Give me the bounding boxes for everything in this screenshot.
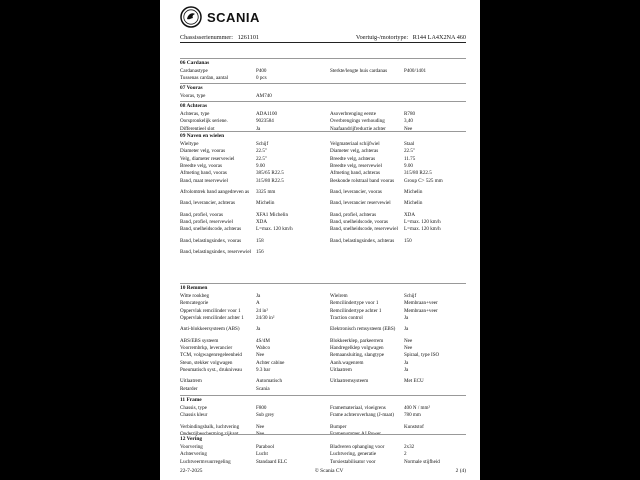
spec-value: Nee xyxy=(256,423,265,430)
spec-value: XDA xyxy=(404,211,416,218)
spec-label: Uitlaatremsysteem xyxy=(330,378,369,385)
section-title: 06 Cardanas xyxy=(180,60,210,66)
chassis-number xyxy=(180,34,259,41)
section-divider xyxy=(180,83,466,84)
spec-label: Bumper xyxy=(330,423,347,430)
spec-label: Oorspronkelijk seriene. xyxy=(180,118,228,125)
spec-value: 3,40 xyxy=(404,118,413,125)
spec-label: Oppervlak remcilinder achter 1 xyxy=(180,314,244,321)
spec-value: 9.3 bar xyxy=(256,366,271,373)
spec-label: Luchtvering, generatie xyxy=(330,451,377,458)
spec-label: Band, profiel, achteras xyxy=(330,211,377,218)
spec-label: ABS/EBS systeem xyxy=(180,337,219,344)
document-header xyxy=(180,34,466,41)
spec-value: Lucht xyxy=(256,451,268,458)
spec-label: Witte rookbeg xyxy=(180,293,210,299)
spec-value: Ja xyxy=(256,293,261,299)
spec-value: L=max. 120 km/h xyxy=(256,226,293,233)
spec-label: Diameter velg, achteras xyxy=(330,148,379,155)
spec-value: Standaard ELC xyxy=(256,458,288,465)
footer-date: 22-7-2025 xyxy=(180,468,203,474)
footer-page: 2 (4) xyxy=(455,468,466,474)
spec-value: 400 N / mm² xyxy=(404,405,431,411)
spec-label: Oppervlak remcilinder voor 1 xyxy=(180,307,241,314)
spec-label: Band, leverancier reservewiel xyxy=(330,200,391,207)
spec-value: Normale stijfheid xyxy=(404,458,440,465)
spec-value: Michelin xyxy=(256,200,275,207)
spec-label: Vooras, type xyxy=(180,93,206,99)
spec-value: ADA1100 xyxy=(256,111,278,117)
spec-value: 385/65 R22.5 xyxy=(256,170,284,177)
chassis-label: Chassisserienummer: xyxy=(180,34,233,41)
spec-label: Uitlaatrem xyxy=(180,378,202,385)
spec-value: Schijf xyxy=(256,141,269,147)
spec-label: Remcategorie xyxy=(180,300,209,307)
spec-label: Steun, stekker volgwagen xyxy=(180,359,233,366)
spec-label: Band, leverancier, achteras xyxy=(180,200,235,207)
spec-value: 24 in² xyxy=(256,307,268,314)
spec-label: Breedte velg, vooras xyxy=(180,162,223,169)
spec-label: Bladveren ophanging voor xyxy=(330,444,385,450)
spec-value: L=max. 120 km/h xyxy=(404,226,441,233)
spec-label: TCM, volgwagenregeleenheid xyxy=(180,352,242,359)
section-title: 08 Achteras xyxy=(180,103,208,109)
spec-label: Band, belastingsindex, reservewiel xyxy=(180,249,252,256)
spec-value: Nee xyxy=(256,352,265,359)
section-divider xyxy=(180,58,466,59)
spec-value: Wabco xyxy=(256,345,271,351)
spec-value: Ja xyxy=(256,326,261,333)
spec-label: Sterkte/lengte huis cardanas xyxy=(330,68,388,74)
brand-name: SCANIA xyxy=(207,9,260,25)
spec-label: Remaansluiting, slangtype xyxy=(330,352,385,359)
spec-label: Voorrembrkp, leverancier xyxy=(180,345,233,351)
spec-label: Asoverbrenging eerste xyxy=(330,111,376,117)
spec-label: Retarder xyxy=(180,385,198,392)
spec-label: Torsiestabilisator voor xyxy=(330,458,376,465)
spec-label: Wieltype xyxy=(180,141,199,147)
spec-value: 315/80 R22.5 xyxy=(404,170,432,177)
spec-label: Onderrijbescherming zijkant xyxy=(180,431,239,437)
spec-value: XDA xyxy=(256,219,268,225)
spec-value: Kunststof xyxy=(404,423,424,430)
spec-value: Nee xyxy=(404,125,413,132)
document-page xyxy=(160,0,480,480)
spec-label: Achtervering xyxy=(180,451,207,458)
spec-value: 3325 mm xyxy=(256,188,276,195)
spec-value: 780 mm xyxy=(404,412,421,419)
spec-value: Sub grey xyxy=(256,412,275,419)
spec-value: Michelin xyxy=(404,188,423,195)
spec-label: Band, maat reservewiel xyxy=(180,177,228,184)
spec-value: Ja xyxy=(256,125,261,132)
spec-label: Afrolomtrek band aangedreven as xyxy=(180,188,250,195)
spec-label: Band, leverancier, vooras xyxy=(330,188,382,195)
griffin-emblem-icon xyxy=(180,6,202,28)
section-divider xyxy=(180,283,466,284)
spec-value: 2 xyxy=(404,451,407,458)
spec-value: 156 xyxy=(256,249,264,256)
spec-label: Pneumatisch syst., drukniveau xyxy=(180,366,242,373)
spec-value: Staal xyxy=(404,141,415,147)
spec-label: Band, snelheidscode, vooras xyxy=(330,219,388,225)
vehicle-value: R144 LA4X2NA 460 xyxy=(412,34,466,41)
spec-value: XFA1 Michelin xyxy=(256,211,289,218)
spec-value: Nee xyxy=(404,337,413,344)
spec-value: P400/1401 xyxy=(404,68,427,74)
spec-value: Nee xyxy=(256,431,265,437)
spec-value: Schijf xyxy=(404,293,417,299)
spec-label: Framenummer AJ Power xyxy=(330,431,381,437)
spec-value: A xyxy=(256,300,260,307)
spec-value: L=max. 120 km/h xyxy=(404,219,441,225)
spec-value: 158 xyxy=(256,237,264,244)
spec-label: Achteras, type xyxy=(180,111,210,117)
spec-value: Scania xyxy=(256,385,270,392)
spec-label: Blokkeerklep, parkeerrem xyxy=(330,337,384,344)
spec-value: Met ECU xyxy=(404,378,424,385)
spec-label: Handregelklep volgwagen xyxy=(330,345,384,351)
vehicle-label: Voertuig-/motortype: xyxy=(355,34,409,41)
chassis-value: 1261101 xyxy=(237,34,260,41)
spec-value: 2x32 xyxy=(404,444,415,450)
spec-label: Luchtveermvuurregeling xyxy=(180,458,231,465)
spec-value: Ja xyxy=(404,314,409,321)
spec-label: Band, belastingsindex, vooras xyxy=(180,237,242,244)
document-footer xyxy=(180,468,466,474)
section-divider xyxy=(180,131,466,132)
spec-label: Afmeting band, achteras xyxy=(330,170,380,177)
spec-value: 9023584 xyxy=(256,118,274,125)
spec-value: Achter cabine xyxy=(256,359,285,366)
spec-label: Velgmateriaal schijfwiel xyxy=(330,141,380,147)
spec-value: Membraan+veer xyxy=(404,307,438,314)
spec-label: Beskonde rolstraal band vooras xyxy=(330,177,395,184)
spec-value: Automatisch xyxy=(256,378,283,385)
header-divider xyxy=(180,42,466,43)
section-title: 12 Vering xyxy=(180,436,203,442)
spec-label: Wielrem xyxy=(330,293,348,299)
vehicle-type xyxy=(356,34,466,41)
spec-label: Diameter velg, vooras xyxy=(180,148,226,155)
spec-value: Parabool xyxy=(256,444,275,450)
spec-label: Band, profiel, reservewiel xyxy=(180,219,233,225)
spec-value: Ja xyxy=(404,359,409,366)
spec-value: 24/30 in² xyxy=(256,314,275,321)
spec-label: Aanh.wagenrem xyxy=(330,359,364,366)
section-title: 09 Naven en wielen xyxy=(180,133,225,139)
spec-label: Elektronisch remsysteem (EBS) xyxy=(330,326,396,333)
section-title: 10 Remmen xyxy=(180,285,208,291)
spec-label: Framemateriaal, vloeigrens xyxy=(330,405,386,411)
spec-label: Chassis kleur xyxy=(180,412,208,419)
spec-label: Voorvering xyxy=(180,444,203,450)
spec-value: 150 xyxy=(404,237,412,244)
spec-value: 9.00 xyxy=(404,162,413,169)
spec-value: Ja xyxy=(404,326,409,333)
spec-label: Traction control xyxy=(330,314,363,321)
spec-value: Group C> 525 mm xyxy=(404,177,443,184)
spec-label: Band, snelheidscode, reservewiel xyxy=(330,226,398,233)
spec-value: P400 xyxy=(256,68,267,74)
spec-value: 9.00 xyxy=(256,162,265,169)
spec-label: Verbindingsbalk, luchtvering xyxy=(180,423,240,430)
spec-label: Velg, diameter reservewiel xyxy=(180,155,235,162)
spec-value: 0 pcs xyxy=(256,75,267,82)
spec-label: Chassis, type xyxy=(180,405,207,411)
spec-value: Membraan+veer xyxy=(404,300,438,307)
spec-value: 22.5" xyxy=(404,148,415,155)
spec-value: F800 xyxy=(256,405,267,411)
spec-value: Nee xyxy=(404,345,413,351)
spec-label: Breedte velg, reservewiel xyxy=(330,162,382,169)
spec-label: Remcilindertype voor 1 xyxy=(330,300,379,307)
section-title: 11 Frame xyxy=(180,397,202,403)
spec-label: Band, profiel, vooras xyxy=(180,211,224,218)
footer-copyright: © Scania CV xyxy=(314,468,344,474)
spec-label: Differentieel slot xyxy=(180,125,215,132)
section-divider xyxy=(180,101,466,102)
spec-value: 22.5" xyxy=(256,155,267,162)
spec-label: Uitlaatrem xyxy=(330,366,352,373)
spec-label: Remcilindertype achter 1 xyxy=(330,307,382,314)
spec-value: Michelin xyxy=(404,200,423,207)
spec-label: Overbrengings verhouding xyxy=(330,118,385,125)
spec-value: AM740 xyxy=(256,93,272,99)
spec-label: Tussenas cardan, aantal xyxy=(180,75,229,82)
spec-label: Frame achteroverhang (J-maat) xyxy=(330,412,394,419)
spec-value: 22.5" xyxy=(256,148,267,155)
spec-label: Breedte velg, achteras xyxy=(330,155,376,162)
spec-value: Spiraal, type ISO xyxy=(404,352,440,359)
spec-value: 11.75 xyxy=(404,155,416,162)
spec-label: Naafaandrijfreductie achter xyxy=(330,125,386,132)
spec-value: Ja xyxy=(404,366,409,373)
spec-value: 315/80 R22.5 xyxy=(256,177,284,184)
spec-label: Band, snelheidscode, achteras xyxy=(180,226,242,233)
spec-value: 4S/4M xyxy=(256,337,270,344)
spec-label: Cardanastype xyxy=(180,68,208,74)
spec-label: Band, belastingsindex, achteras xyxy=(330,237,395,244)
section-title: 07 Vooras xyxy=(180,85,203,91)
section-divider xyxy=(180,395,466,396)
spec-label: Afmeting band, vooras xyxy=(180,170,227,177)
scania-logo xyxy=(180,6,260,28)
spec-value: R780 xyxy=(404,111,416,117)
spec-label: Anti-blokkeersysteem (ABS) xyxy=(180,326,240,333)
